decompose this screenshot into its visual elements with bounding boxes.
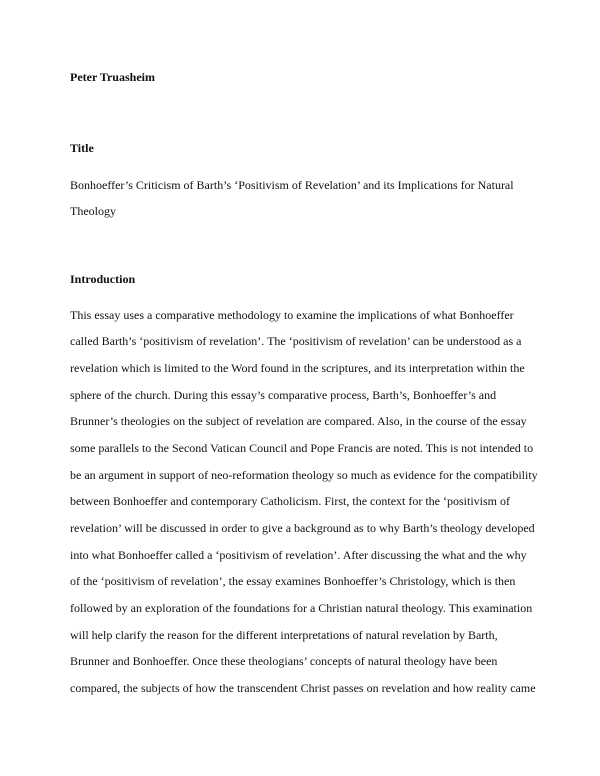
body-line: revelation’ will be discussed in order to give a background as to why Barth’s theology developed [70,521,535,535]
body-line: Brunner and Bonhoeffer. Once these theologians’ concepts of natural theology have been [70,654,498,668]
body-line: called Barth’s ‘positivism of revelation’. The ‘positivism of revelation’ can be understood as a [70,334,522,348]
body-line: Brunner’s theologies on the subject of revelation are compared. Also, in the course of the essay [70,414,527,428]
body-line: sphere of the church. During this essay’s comparative process, Barth’s, Bonhoeffer’s and [70,388,497,402]
body-line: revelation which is limited to the Word found in the scriptures, and its interpretation within the [70,361,525,375]
title-heading: Title [70,141,94,155]
body-line: of the ‘positivism of revelation’, the essay examines Bonhoeffer’s Christology, which is then [70,574,516,588]
body-line: between Bonhoeffer and contemporary Catholicism. First, the context for the ‘positivism of [70,494,511,508]
body-line: This essay uses a comparative methodology to examine the implications of what Bonhoeffer [70,308,514,322]
body-line: followed by an exploration of the foundations for a Christian natural theology. This examination [70,601,533,615]
body-line: compared, the subjects of how the transcendent Christ passes on revelation and how reality came [70,681,536,695]
body-line: some parallels to the Second Vatican Council and Pope Francis are noted. This is not intended to [70,441,534,455]
body-line: will help clarify the reason for the different interpretations of natural revelation by Barth, [70,628,498,642]
body-line: into what Bonhoeffer called a ‘positivism of revelation’. After discussing the what and the why [70,548,527,562]
author-name: Peter Truasheim [70,70,155,84]
essay-title-line: Theology [70,204,116,218]
section-heading: Introduction [70,272,136,286]
body-line: be an argument in support of neo-reformation theology so much as evidence for the compatibility [70,468,538,482]
essay-title-line: Bonhoeffer’s Criticism of Barth’s ‘Positivism of Revelation’ and its Implications for Natural [70,178,514,192]
